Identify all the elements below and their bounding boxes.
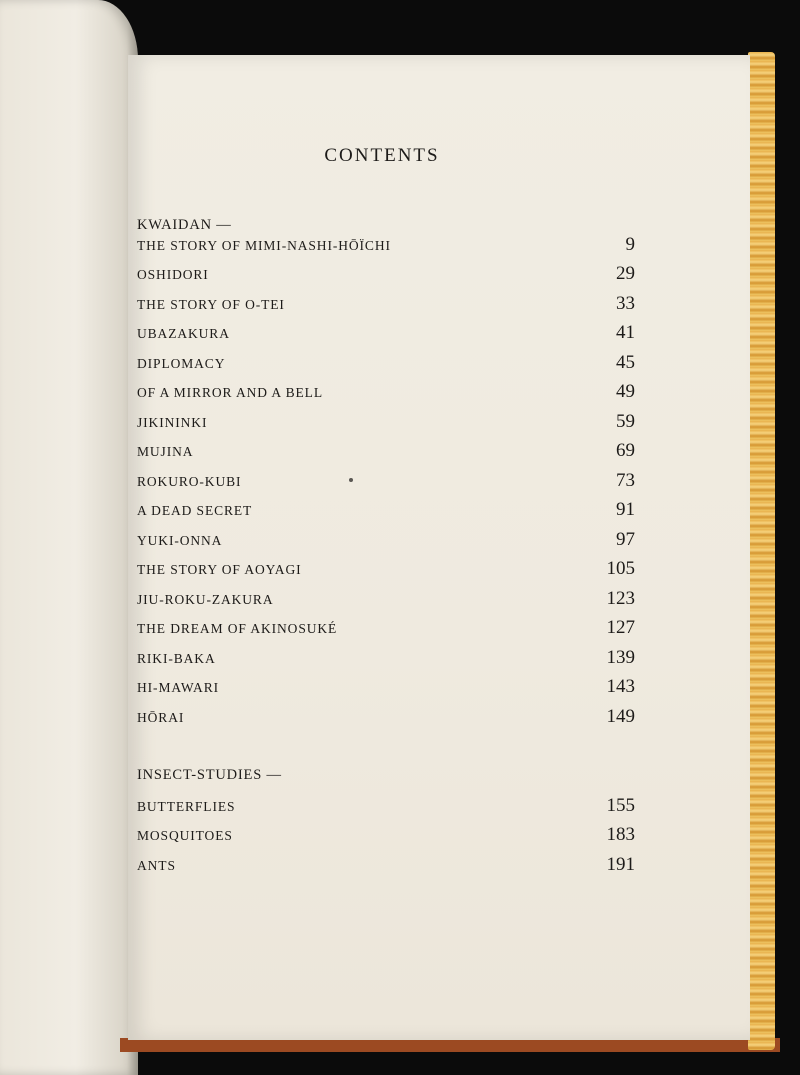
entry-page-number: 105 bbox=[606, 558, 635, 579]
entry-title: JIKININKI bbox=[137, 415, 208, 430]
toc-entry bbox=[137, 706, 635, 730]
entry-title: A DEAD SECRET bbox=[137, 503, 253, 518]
toc-entry bbox=[137, 234, 635, 258]
toc-entry bbox=[137, 381, 635, 405]
entry-page-number: 191 bbox=[606, 854, 635, 875]
entry-page-number: 45 bbox=[616, 352, 635, 373]
toc-entry bbox=[137, 795, 635, 819]
entry-title: ROKURO-KUBI bbox=[137, 474, 242, 489]
toc-entry bbox=[137, 617, 635, 641]
toc-entry bbox=[137, 293, 635, 317]
toc-entry bbox=[137, 676, 635, 700]
toc-entry bbox=[137, 558, 635, 582]
toc-entry bbox=[137, 411, 635, 435]
entry-title: THE STORY OF AOYAGI bbox=[137, 562, 302, 577]
entry-page-number: 97 bbox=[616, 529, 635, 550]
entry-title: OSHIDORI bbox=[137, 267, 209, 282]
toc-entry bbox=[137, 440, 635, 464]
entry-title: OF A MIRROR AND A BELL bbox=[137, 385, 323, 400]
gilt-page-edges bbox=[748, 52, 775, 1050]
entry-page-number: 123 bbox=[606, 588, 635, 609]
entry-title: JIU-ROKU-ZAKURA bbox=[137, 592, 274, 607]
entry-page-number: 69 bbox=[616, 440, 635, 461]
entry-page-number: 29 bbox=[616, 263, 635, 284]
entry-page-number: 183 bbox=[606, 824, 635, 845]
contents-page bbox=[128, 55, 750, 1040]
entry-page-number: 139 bbox=[606, 647, 635, 668]
entry-page-number: 143 bbox=[606, 676, 635, 697]
entry-page-number: 155 bbox=[606, 795, 635, 816]
toc-entry bbox=[137, 854, 635, 878]
entry-title: BUTTERFLIES bbox=[137, 799, 236, 814]
entry-page-number: 127 bbox=[606, 617, 635, 638]
entry-page-number: 9 bbox=[625, 234, 635, 255]
toc-entry bbox=[137, 588, 635, 612]
entry-title: MOSQUITOES bbox=[137, 828, 233, 843]
entry-title: THE DREAM OF AKINOSUKÉ bbox=[137, 621, 338, 636]
toc-entry bbox=[137, 470, 635, 494]
entry-title: ANTS bbox=[137, 858, 176, 873]
facing-page bbox=[0, 0, 138, 1075]
page-title: CONTENTS bbox=[324, 145, 440, 166]
entry-title: YUKI-ONNA bbox=[137, 533, 223, 548]
entry-title: HŌRAI bbox=[137, 710, 185, 725]
entry-page-number: 59 bbox=[616, 411, 635, 432]
entry-page-number: 33 bbox=[616, 293, 635, 314]
book-cover-edge bbox=[120, 1038, 780, 1052]
entry-title: UBAZAKURA bbox=[137, 326, 230, 341]
entry-page-number: 41 bbox=[616, 322, 635, 343]
toc-entry bbox=[137, 322, 635, 346]
toc-entry bbox=[137, 647, 635, 671]
entry-title: THE STORY OF MIMI-NASHI-HŌÏCHI bbox=[137, 238, 391, 253]
entry-title: RIKI-BAKA bbox=[137, 651, 216, 666]
toc-entry bbox=[137, 824, 635, 848]
toc-entry bbox=[137, 352, 635, 376]
entry-page-number: 91 bbox=[616, 499, 635, 520]
entry-title: HI-MAWARI bbox=[137, 680, 220, 695]
entry-page-number: 149 bbox=[606, 706, 635, 727]
entry-page-number: 73 bbox=[616, 470, 635, 491]
entry-title: MUJINA bbox=[137, 444, 194, 459]
section-heading-kwaidan: KWAIDAN — bbox=[137, 217, 232, 233]
entry-title: DIPLOMACY bbox=[137, 356, 226, 371]
toc-entry bbox=[137, 263, 635, 287]
entry-title: THE STORY OF O-TEI bbox=[137, 297, 285, 312]
page-speck bbox=[349, 478, 353, 482]
toc-entry bbox=[137, 499, 635, 523]
section-heading-insect-studies: INSECT-STUDIES — bbox=[137, 767, 282, 783]
entry-page-number: 49 bbox=[616, 381, 635, 402]
toc-entry bbox=[137, 529, 635, 553]
